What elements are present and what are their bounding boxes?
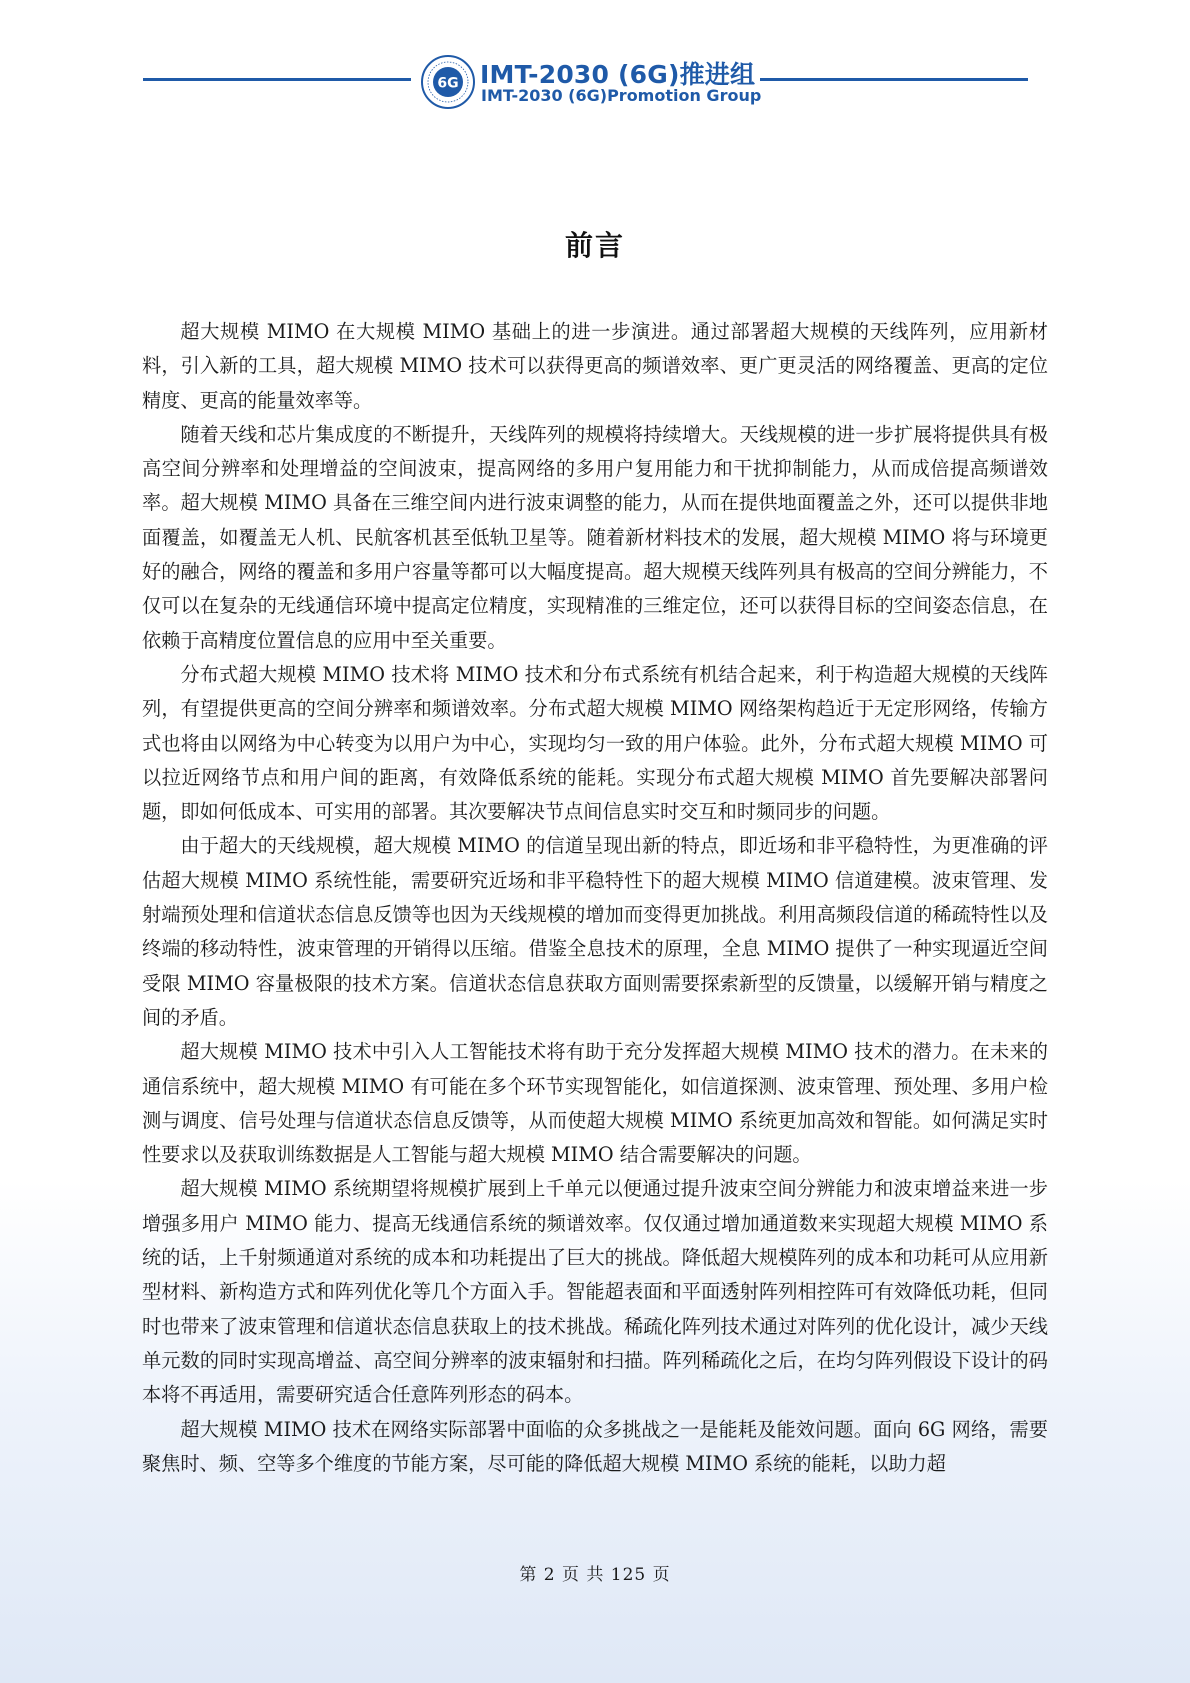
page-title: 前言 <box>564 229 625 262</box>
body-text <box>142 315 1048 1481</box>
org-name-cn: IMT-2030 (6G)推进组 <box>480 60 756 89</box>
paragraph: 超大规模 MIMO 在大规模 MIMO 基础上的进一步演进。通过部署超大规模的天线阵列，应用新材料，引入新的工具，超大规模 MIMO 技术可以获得更高的频谱效率、更广更灵活的网络覆盖、更高的定位精度、更高的能量效率等。 <box>142 320 1048 412</box>
svg-text:6G: 6G <box>437 75 459 92</box>
org-name-en: IMT-2030 (6G)Promotion Group <box>481 86 762 105</box>
paragraph: 超大规模 MIMO 技术在网络实际部署中面临的众多挑战之一是能耗及能效问题。面向 6G 网络，需要聚焦时、频、空等多个维度的节能方案，尽可能的降低超大规模 MIMO 系统的能耗，以助力超 <box>142 1417 1048 1475</box>
imt2030-logo-icon <box>420 54 476 110</box>
paragraph: 超大规模 MIMO 技术中引入人工智能技术将有助于充分发挥超大规模 MIMO 技术的潜力。在未来的通信系统中，超大规模 MIMO 有可能在多个环节实现智能化，如信道探测、波束管理、预处理、多用户检测与调度、信号处理与信道状态信息反馈等，从而使超大规模 MIMO 系统更加高效和智能。如何满足实时性要求以及获取训练数据是人工智能与超大规模 MIMO 结合需要解决的问题。 <box>142 1040 1048 1167</box>
paragraph: 由于超大的天线规模，超大规模 MIMO 的信道呈现出新的特点，即近场和非平稳特性，为更准确的评估超大规模 MIMO 系统性能，需要研究近场和非平稳特性下的超大规模 MIMO 信道建模。波束管理、发射端预处理和信道状态信息反馈等也因为天线规模的增加而变得更加挑战。利用高频段信道的稀疏特性以及终端的移动特性，波束管理的开销得以压缩。借鉴全息技术的原理，全息 MIMO 提供了一种实现逼近空间受限 MIMO 容量极限的技术方案。信道状态信息获取方面则需要探索新型的反馈量，以缓解开销与精度之间的矛盾。 <box>142 834 1048 1029</box>
header-rule-left <box>143 78 411 81</box>
paragraph: 超大规模 MIMO 系统期望将规模扩展到上千单元以便通过提升波束空间分辨能力和波束增益来进一步增强多用户 MIMO 能力、提高无线通信系统的频谱效率。仅仅通过增加通道数来实现超大规模 MIMO 系统的话，上千射频通道对系统的成本和功耗提出了巨大的挑战。降低超大规模阵列的成本和功耗可从应用新型材料、新构造方式和阵列优化等几个方面入手。智能超表面和平面透射阵列相控阵可有效降低功耗，但同时也带来了波束管理和信道状态信息获取上的技术挑战。稀疏化阵列技术通过对阵列的优化设计，减少天线单元数的同时实现高增益、高空间分辨率的波束辐射和扫描。阵列稀疏化之后，在均匀阵列假设下设计的码本将不再适用，需要研究适合任意阵列形态的码本。 <box>142 1177 1048 1407</box>
paragraph: 分布式超大规模 MIMO 技术将 MIMO 技术和分布式系统有机结合起来，利于构造超大规模的天线阵列，有望提供更高的空间分辨率和频谱效率。分布式超大规模 MIMO 网络架构趋近于无定形网络，传输方式也将由以网络为中心转变为以用户为中心，实现均匀一致的用户体验。此外，分布式超大规模 MIMO 可以拉近网络节点和用户间的距离，有效降低系统的能耗。实现分布式超大规模 MIMO 首先要解决部署问题，即如何低成本、可实用的部署。其次要解决节点间信息实时交互和时频同步的问题。 <box>142 662 1048 824</box>
paragraph: 随着天线和芯片集成度的不断提升，天线阵列的规模将持续增大。天线规模的进一步扩展将提供具有极高空间分辨率和处理增益的空间波束，提高网络的多用户复用能力和干扰抑制能力，从而成倍提高频谱效率。超大规模 MIMO 具备在三维空间内进行波束调整的能力，从而在提供地面覆盖之外，还可以提供非地面覆盖，如覆盖无人机、民航客机甚至低轨卫星等。随着新材料技术的发展，超大规模 MIMO 将与环境更好的融合，网络的覆盖和多用户容量等都可以大幅度提高。超大规模天线阵列具有极高的空间分辨能力，不仅可以在复杂的无线通信环境中提高定位精度，实现精准的三维定位，还可以获得目标的空间姿态信息，在依赖于高精度位置信息的应用中至关重要。 <box>142 422 1048 652</box>
page-number: 第 2 页 共 125 页 <box>519 1565 671 1585</box>
header-rule-right <box>760 78 1028 81</box>
page-header <box>0 52 1190 112</box>
